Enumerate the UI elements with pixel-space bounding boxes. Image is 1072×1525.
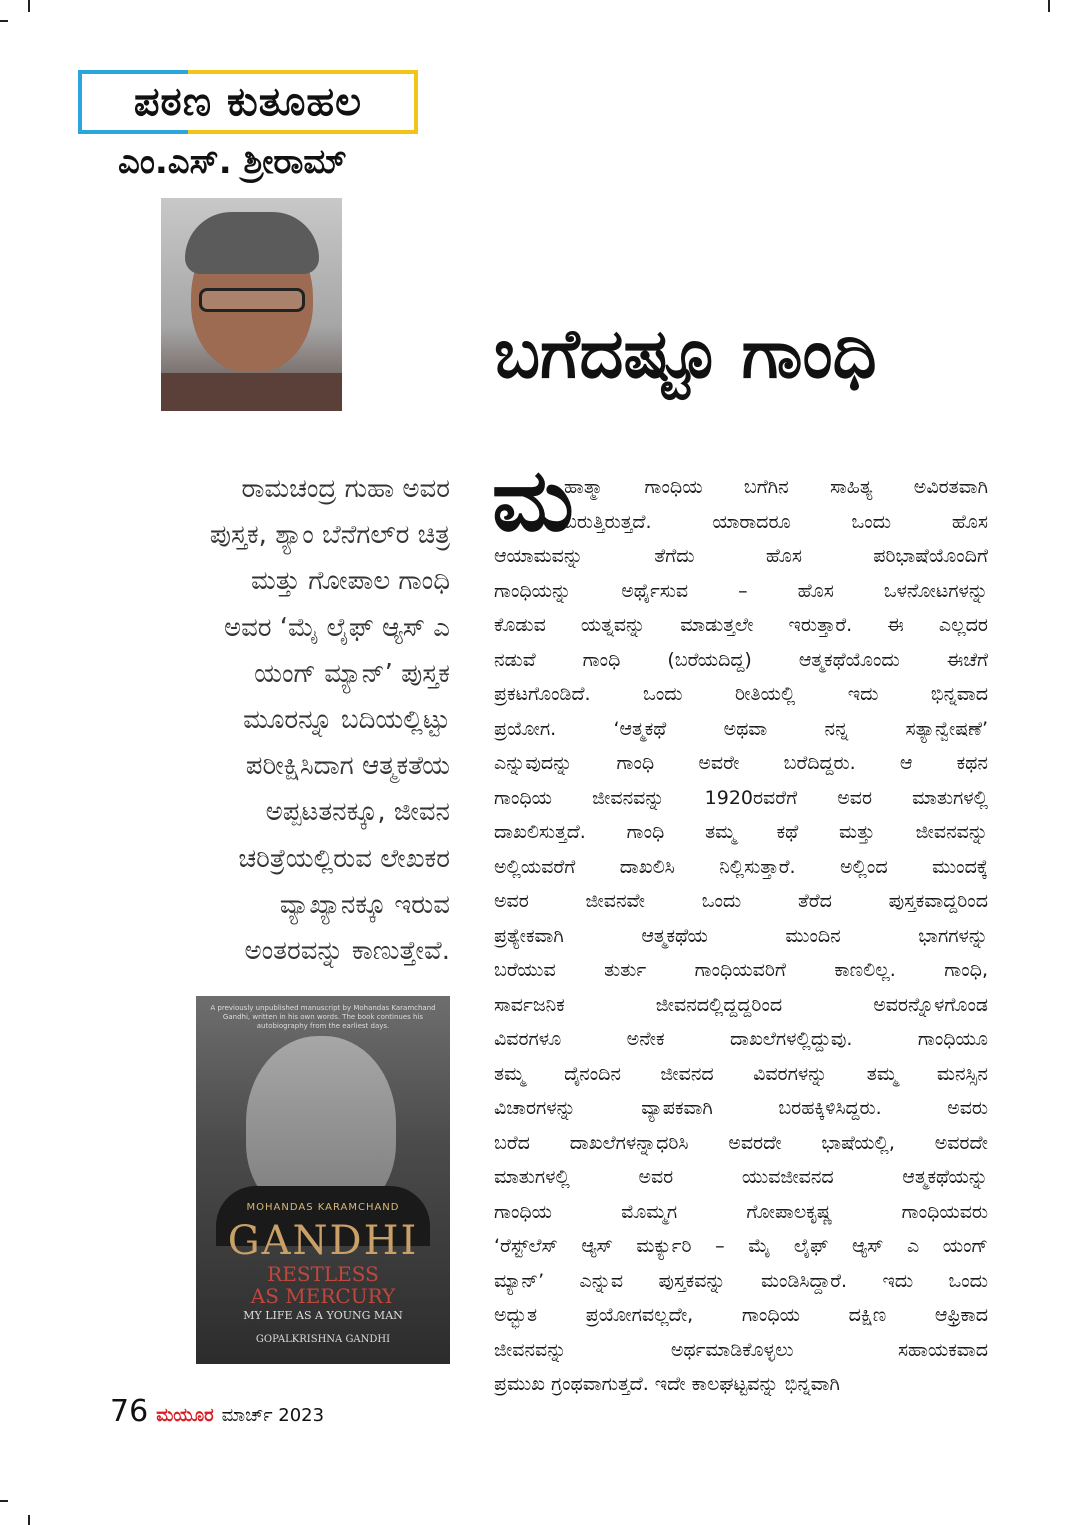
pull-quote-line: ಮೂರನ್ನೂ ಬದಿಯಲ್ಲಿಟ್ಟು: [243, 705, 450, 736]
pull-quote-line: ರಾಮಚಂದ್ರ ಗುಹಾ ಅವರ: [241, 474, 450, 504]
article-line: ಪ್ರಕಟಗೊಂಡಿದೆ. ಒಂದು ರೀತಿಯಲ್ಲಿ ಇದು ಭಿನ್ನವಾದ: [494, 683, 988, 705]
article-line: ಮಾತುಗಳಲ್ಲಿ ಅವರ ಯುವಜೀವನದ ಆತ್ಮಕಥೆಯನ್ನು: [494, 1166, 988, 1188]
column-title: ಪಠಣ ಕುತೂಹಲ: [133, 79, 363, 125]
article-line: ಆಯಾಮವನ್ನು ತೆಗೆದು ಹೊಸ ಪರಿಭಾಷೆಯೊಂದಿಗೆ: [494, 545, 988, 567]
article-line: ಎನ್ನುವುದನ್ನು ಗಾಂಧಿ ಅವರೇ ಬರೆದಿದ್ದರು. ಆ ಕಥನ: [494, 752, 988, 774]
book-author-name: MOHANDAS KARAMCHAND: [246, 1202, 400, 1213]
pull-quote-line: ಪುಸ್ತಕ, ಶ್ಯಾಂ ಬೆನೆಗಲ್‌ರ ಚಿತ್ರ: [209, 520, 450, 551]
column-logo: [78, 70, 418, 134]
article-line: ಪ್ರಯೋಗ. ‘ಆತ್ಮಕಥೆ ಅಥವಾ ನನ್ನ ಸತ್ಯಾನ್ವೇಷಣೆ’: [494, 717, 988, 740]
article-line: ಅವರ ಜೀವನವೇ ಒಂದು ತೆರೆದ ಪುಸ್ತಕವಾದ್ದರಿಂದ: [494, 890, 988, 912]
drop-cap: ಮ: [492, 451, 574, 551]
crop-mark-left-lower: [0, 1500, 8, 1502]
article-body: [494, 470, 988, 1402]
pull-quote-line: ಪರೀಕ್ಷಿಸಿದಾಗ ಆತ್ಮಕತೆಯ: [245, 751, 450, 782]
author-photo: [161, 198, 342, 411]
article-line: ಸಾರ್ವಜನಿಕ ಜೀವನದಲ್ಲಿದ್ದದ್ದರಿಂದ ಅವರನ್ನೊಳಗೊಂಡ: [494, 993, 988, 1016]
crop-mark-top-left: [28, 0, 30, 12]
article-line: ದಾಖಲಿಸುತ್ತದೆ. ಗಾಂಧಿ ತಮ್ಮ ಕಥೆ ಮತ್ತು ಜೀವನವನ್ನು: [494, 821, 988, 843]
pull-quote-line: ಯಂಗ್ ಮ್ಯಾನ್’ ಪುಸ್ತಕ: [254, 658, 450, 689]
article-line: ವಿವರಗಳೂ ಅನೇಕ ದಾಖಲೆಗಳಲ್ಲಿದ್ದುವು. ಗಾಂಧಿಯೂ: [494, 1028, 988, 1050]
article-line: ಕೊಡುವ ಯತ್ನವನ್ನು ಮಾಡುತ್ತಲೇ ಇರುತ್ತಾರೆ. ಈ ಎಲ್ಲದರ: [494, 614, 988, 636]
article-line: ಬರುತ್ತಿರುತ್ತದೆ. ಯಾರಾದರೂ ಒಂದು ಹೊಸ: [564, 510, 988, 533]
article-line: ಪ್ರತ್ಯೇಕವಾಗಿ ಆತ್ಮಕಥೆಯ ಮುಂದಿನ ಭಾಗಗಳನ್ನು: [494, 924, 988, 947]
article-line: ‘ರೆಸ್ಟ್‌ಲೆಸ್ ಆ್ಯಸ್ ಮರ್ಕ್ಯುರಿ – ಮೈ ಲೈಫ್ ಆ್ಯಸ್ ಎ ಯಂಗ್: [494, 1235, 988, 1257]
crop-mark-bottom-left: [28, 1515, 30, 1525]
article-line: ನಡುವೆ ಗಾಂಧಿ (ಬರೆಯದಿದ್ದ) ಆತ್ಮಕಥೆಯೊಂದು ಈಚೆಗೆ: [494, 648, 988, 671]
article-line: ಬರೆದ ದಾಖಲೆಗಳನ್ನಾಧರಿಸಿ ಅವರದೇ ಭಾಷೆಯಲ್ಲಿ, ಅವರದೇ: [494, 1131, 988, 1154]
article-line: ಗಾಂಧಿಯ ಜೀವನವನ್ನು 1920ರವರೆಗೆ ಅವರ ಮಾತುಗಳಲ್ಲಿ: [494, 786, 988, 809]
pull-quote: [130, 466, 450, 974]
article-line: ಬರೆಯುವ ತುರ್ತು ಗಾಂಧಿಯವರಿಗೆ ಕಾಣಲಿಲ್ಲ. ಗಾಂಧಿ,: [494, 959, 988, 981]
crop-mark-top-right: [1048, 0, 1050, 12]
pull-quote-line: ಅಪ್ಪಟತನಕ್ಕೂ, ಜೀವನ: [265, 797, 450, 828]
article-line: ಗಾಂಧಿಯ ಮೊಮ್ಮಗ ಗೋಪಾಲಕೃಷ್ಣ ಗಾಂಧಿಯವರು: [494, 1200, 988, 1223]
book-editor: GOPALKRISHNA GANDHI: [255, 1334, 391, 1345]
issue-date: ಮಾರ್ಚ್ 2023: [221, 1405, 325, 1426]
pull-quote-line: ಅವರ ‘ಮೈ ಲೈಫ್ ಆ್ಯಸ್ ಎ: [223, 612, 450, 643]
article-headline: ಬಗೆದಷ್ಟೂ ಗಾಂಧಿ: [494, 315, 877, 394]
article-line: ವಿಚಾರಗಳನ್ನು ವ್ಯಾಪಕವಾಗಿ ಬರಹಕ್ಕಿಳಿಸಿದ್ದರು. ಅವರು: [494, 1097, 988, 1119]
article-line: ಪ್ರಮುಖ ಗ್ರಂಥವಾಗುತ್ತದೆ. ಇದೇ ಕಾಲಘಟ್ಟವನ್ನು ಭಿನ್ನವಾಗಿ: [494, 1373, 840, 1395]
article-line: ಹಾತ್ಮಾ ಗಾಂಧಿಯ ಬಗೆಗಿನ ಸಾಹಿತ್ಯ ಅವಿರತವಾಗಿ: [564, 476, 988, 498]
pull-quote-line: ಮತ್ತು ಗೋಪಾಲ ಗಾಂಧಿ: [251, 566, 450, 597]
book-subtitle-3: MY LIFE AS A YOUNG MAN: [243, 1309, 403, 1322]
article-line: ಜೀವನವನ್ನು ಅರ್ಥಮಾಡಿಕೊಳ್ಳಲು ಸಹಾಯಕವಾದ: [494, 1338, 988, 1361]
book-cover-image: [196, 996, 450, 1364]
article-line: ತಮ್ಮ ದೈನಂದಿನ ಜೀವನದ ವಿವರಗಳನ್ನು ತಮ್ಮ ಮನಸ್ಸಿನ: [494, 1062, 988, 1085]
book-subtitle-2: AS MERCURY: [250, 1284, 396, 1308]
page-footer: [110, 1394, 324, 1429]
book-title: GANDHI: [227, 1218, 419, 1264]
article-line: ಗಾಂಧಿಯನ್ನು ಅರ್ಥೈಸುವ – ಹೊಸ ಒಳನೋಟಗಳನ್ನು: [494, 579, 988, 602]
pull-quote-line: ಚರಿತ್ರೆಯಲ್ಲಿರುವ ಲೇಖಕರ: [238, 843, 450, 874]
page-number: 76: [110, 1394, 149, 1429]
book-cover-blurb: A previously unpublished manuscript by Mohandas Karamchand Gandhi, written in his own words. The book continues his autobiography from the earliest days.: [210, 1004, 436, 1030]
article-line: ಮ್ಯಾನ್’ ಎನ್ನುವ ಪುಸ್ತಕವನ್ನು ಮಂಡಿಸಿದ್ದಾರೆ. ಇದು ಒಂದು: [494, 1269, 988, 1292]
author-name: ಎಂ.ಎಸ್. ಶ್ರೀರಾಮ್: [118, 142, 347, 182]
article-line: ಅಲ್ಲಿಯವರೆಗೆ ದಾಖಲಿಸಿ ನಿಲ್ಲಿಸುತ್ತಾರೆ. ಅಲ್ಲಿಂದ ಮುಂದಕ್ಕೆ: [494, 855, 988, 878]
article-line: ಅದ್ಭುತ ಪ್ರಯೋಗವಲ್ಲದೇ, ಗಾಂಧಿಯ ದಕ್ಷಿಣ ಆಫ್ರಿಕಾದ: [494, 1304, 988, 1326]
pull-quote-line: ಅಂತರವನ್ನು ಕಾಣುತ್ತೇವೆ.: [244, 936, 450, 967]
book-subtitle-1: RESTLESS: [267, 1262, 379, 1286]
crop-mark-left-upper: [0, 20, 8, 22]
magazine-name: ಮಯೂರ: [156, 1405, 214, 1426]
pull-quote-line: ವ್ಯಾಖ್ಯಾನಕ್ಕೂ ಇರುವ: [279, 889, 450, 920]
